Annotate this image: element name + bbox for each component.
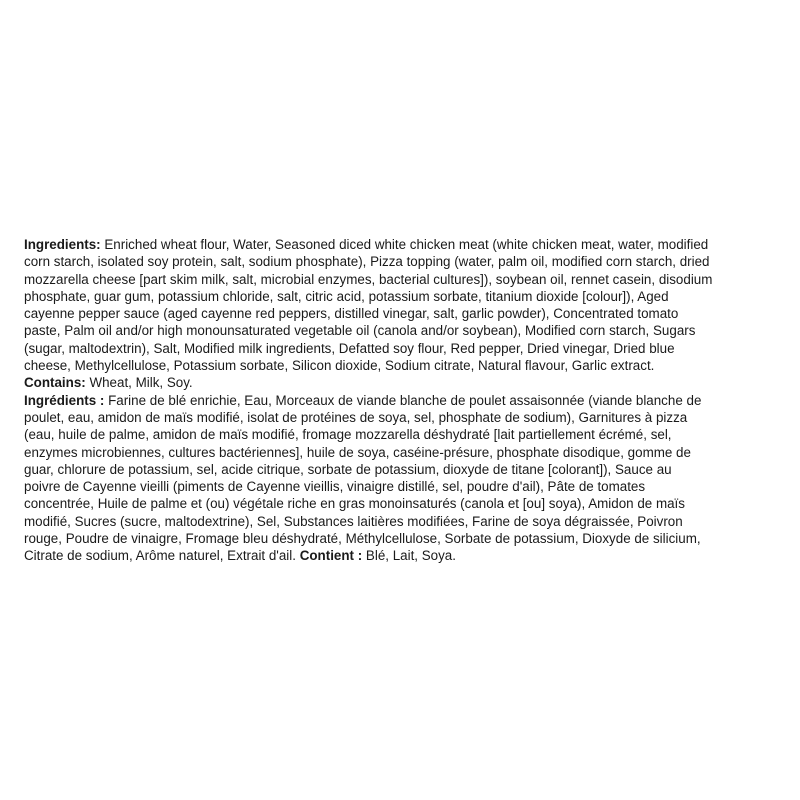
ingredients-line: (sugar, maltodextrin), Salt, Modified milk ingredients, Defatted soy flour, Red pepper, Dried vinegar, Dried blue bbox=[24, 340, 675, 356]
contains-heading-fr: Contient : bbox=[299, 548, 363, 564]
ingredients-heading-en: Ingredients: bbox=[24, 237, 101, 252]
ingredients-line bbox=[24, 392, 784, 409]
ingredients-line: poivre de Cayenne vieilli (piments de Cayenne vieillis, vinaigre distillé, sel, poudre d'ail), Pâte de tomates bbox=[24, 479, 646, 495]
ingredients-label bbox=[24, 236, 784, 565]
ingredients-line: poulet, eau, amidon de maïs modifié, isolat de protéines de soya, sel, phosphate de sodium), Garnitures à pizza bbox=[24, 409, 688, 425]
ingredients-line: cheese, Methylcellulose, Potassium sorbate, Silicon dioxide, Sodium citrate, Natural flavour, Garlic extract. bbox=[24, 358, 655, 374]
ingredients-text-fr: Farine de blé enrichie, Eau, Morceaux de viande blanche de poulet assaisonnée (viande blanche de bbox=[104, 392, 702, 408]
ingredients-heading-fr: Ingrédients : bbox=[24, 392, 105, 408]
ingredients-text-en: Enriched wheat flour, Water, Seasoned diced white chicken meat (white chicken meat, water, modified bbox=[100, 237, 709, 252]
contains-text-en: Wheat, Milk, Soy. bbox=[85, 375, 193, 391]
ingredients-line: modifié, Sucres (sucre, maltodextrine), Sel, Substances laitières modifiées, Farine de soya dégraissée, Poivron bbox=[24, 513, 683, 529]
ingredients-line: paste, Palm oil and/or high monounsaturated vegetable oil (canola and/or soybean), Modified corn starch, Sugars bbox=[24, 323, 696, 339]
contains-heading-en: Contains: bbox=[24, 375, 86, 391]
ingredients-line: (eau, huile de palme, amidon de maïs modifié, fromage mozzarella déshydraté [lait partiellement écrémé, sel, bbox=[24, 427, 672, 443]
ingredients-line: phosphate, guar gum, potassium chloride, salt, citric acid, potassium sorbate, titanium dioxide [colour]), Aged bbox=[24, 288, 669, 304]
ingredients-line: guar, chlorure de potassium, sel, acide citrique, sorbate de potassium, dioxyde de titane [colorant]), Sauce au bbox=[24, 461, 672, 477]
ingredients-text-fr-last: Citrate de sodium, Arôme naturel, Extrait d'ail. bbox=[24, 548, 300, 564]
ingredients-line bbox=[24, 236, 784, 253]
ingredients-line: corn starch, isolated soy protein, salt, sodium phosphate), Pizza topping (water, palm oil, modified corn starch, dried bbox=[24, 254, 710, 270]
english-ingredients-block bbox=[24, 236, 784, 392]
contains-line-fr bbox=[24, 547, 784, 564]
french-ingredients-block bbox=[24, 392, 784, 565]
ingredients-line: enzymes microbiennes, cultures bactériennes], huile de soya, caséine-présure, phosphate disodique, gomme de bbox=[24, 444, 691, 460]
contains-text-fr: Blé, Lait, Soya. bbox=[362, 548, 456, 564]
ingredients-line: cayenne pepper sauce (aged cayenne red peppers, distilled vinegar, salt, garlic powder), Concentrated tomato bbox=[24, 306, 679, 322]
ingredients-line: rouge, Poudre de vinaigre, Fromage bleu déshydraté, Méthylcellulose, Sorbate de potassium, Dioxyde de silicium, bbox=[24, 531, 701, 547]
ingredients-line: concentrée, Huile de palme et (ou) végétale riche en gras monoinsaturés (canola et [ou] soya), Amidon de maïs bbox=[24, 496, 685, 512]
contains-line-en bbox=[24, 374, 784, 391]
ingredients-line: mozzarella cheese [part skim milk, salt, microbial enzymes, bacterial cultures]), soybean oil, rennet casein, disodium bbox=[24, 271, 713, 287]
